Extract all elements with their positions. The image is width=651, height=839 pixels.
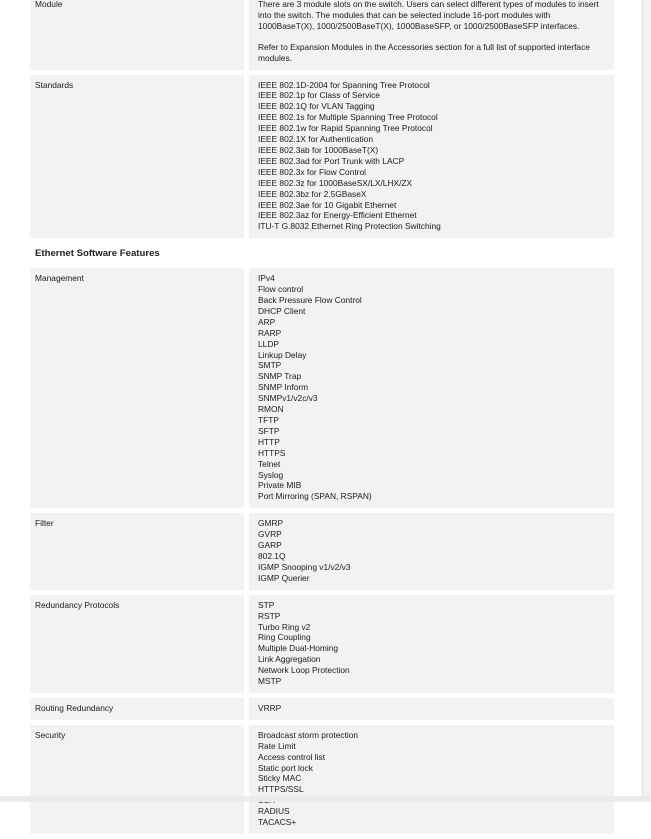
spec-paragraph: There are 3 module slots on the switch. Users can select different types of modules to insert into the switch. The modules that can be selected include 16-port modules with 1000BaseT(X), 1000/2500BaseT(X), 1000BaseSFP, or 1000/2500BaseSFP interfaces.: [258, 0, 599, 31]
spec-value-line: STP: [258, 599, 275, 610]
spec-label: Module: [30, 0, 244, 70]
spec-value-line: Turbo Ring v2: [258, 621, 311, 632]
spec-value-line: HTTPS/SSL: [258, 784, 304, 795]
spec-value-line: GARP: [258, 540, 282, 551]
spec-value-line: MSTP: [258, 676, 282, 687]
spec-value-line: RADIUS: [258, 806, 290, 817]
spec-value-line: IGMP Querier: [258, 572, 310, 583]
spec-value-line: Static port lock: [258, 762, 313, 773]
spec-row-redundancy-protocols: [30, 595, 614, 693]
spec-value-line: IEEE 802.1Q for VLAN Tagging: [258, 101, 375, 112]
spec-value-line: IEEE 802.1D-2004 for Spanning Tree Protocol: [258, 79, 430, 90]
spec-value: [249, 268, 614, 508]
spec-value: [249, 698, 614, 720]
spec-value-line: IEEE 802.3z for 1000BaseSX/LX/LHX/ZX: [258, 177, 413, 188]
spec-value-line: Port Mirroring (SPAN, RSPAN): [258, 491, 372, 502]
spec-value-line: Back Pressure Flow Control: [258, 295, 362, 306]
spec-label: Standards: [30, 75, 244, 239]
spec-value-line: SFTP: [258, 425, 280, 436]
spec-value-line: RMON: [258, 404, 284, 415]
spec-value-line: IGMP Snooping v1/v2/v3: [258, 561, 351, 572]
spec-value-line: TACACS+: [258, 817, 297, 828]
spec-value-line: SMTP: [258, 360, 282, 371]
spec-value: [249, 75, 614, 239]
spec-value-line: Linkup Delay: [258, 349, 307, 360]
spec-value-line: Telnet: [258, 458, 281, 469]
section-header: [30, 243, 614, 263]
spec-table: [30, 0, 614, 839]
spec-row-security: [30, 725, 614, 834]
spec-value-line: Rate Limit: [258, 740, 296, 751]
spec-value: [249, 513, 614, 589]
spec-row-management: [30, 268, 614, 508]
spec-value-line: IEEE 802.3x for Flow Control: [258, 166, 366, 177]
spec-paragraph: Refer to Expansion Modules in the Accessories section for a full list of supported interface modules.: [258, 41, 590, 63]
spec-row-module: [30, 0, 614, 70]
spec-label: Filter: [30, 513, 244, 589]
spec-label: Redundancy Protocols: [30, 595, 244, 693]
spec-value-line: Syslog: [258, 469, 284, 480]
spec-value-line: IEEE 802.3ad for Port Trunk with LACP: [258, 155, 405, 166]
spec-value-line: Private MIB: [258, 480, 302, 491]
spec-value-line: IEEE 802.3az for Energy-Efficient Ethernet: [258, 210, 417, 221]
spec-value-line: IPv4: [258, 273, 275, 284]
spec-value-line: DHCP Client: [258, 305, 306, 316]
spec-value-line: ARP: [258, 316, 276, 327]
spec-label: Security: [30, 725, 244, 834]
spec-value-line: Ring Coupling: [258, 632, 311, 643]
section-title: Ethernet Software Features: [35, 248, 160, 260]
spec-value-line: IEEE 802.3ab for 1000BaseT(X): [258, 144, 379, 155]
spec-value-line: IEEE 802.1p for Class of Service: [258, 90, 380, 101]
spec-value-line: HTTPS: [258, 447, 286, 458]
spec-value-line: IEEE 802.1w for Rapid Spanning Tree Protocol: [258, 123, 433, 134]
spec-value-line: Link Aggregation: [258, 654, 321, 665]
page-bottom-edge: [0, 796, 650, 802]
spec-row-routing-redundancy: [30, 698, 614, 720]
spec-value-line: IEEE 802.1X for Authentication: [258, 134, 374, 145]
spec-row-filter: [30, 513, 614, 589]
spec-value-line: SNMPv1/v2c/v3: [258, 393, 318, 404]
spec-value-line: Flow control: [258, 284, 304, 295]
spec-value: [249, 725, 614, 834]
spec-value-line: Broadcast storm protection: [258, 729, 359, 740]
spec-value-line: HTTP: [258, 436, 280, 447]
spec-label: Routing Redundancy: [30, 698, 244, 720]
spec-value-line: Sticky MAC: [258, 773, 302, 784]
spec-value-line: TFTP: [258, 415, 279, 425]
scrollbar-track[interactable]: [642, 0, 651, 802]
spec-value-line: GVRP: [258, 529, 282, 540]
spec-value-line: LLDP: [258, 338, 279, 349]
spec-value-line: RARP: [258, 327, 282, 338]
spec-value-line: SNMP Inform: [258, 382, 309, 393]
spec-value-line: Network Loop Protection: [258, 665, 350, 676]
spec-value-line: VRRP: [258, 702, 282, 713]
spec-value-line: RSTP: [258, 610, 281, 621]
spec-value-line: IEEE 802.3bz for 2.5GBaseX: [258, 188, 367, 199]
spec-value: [249, 0, 614, 70]
spec-value-line: 802.1Q: [258, 550, 286, 561]
spec-value-line: SNMP Trap: [258, 371, 302, 382]
spec-value-line: Access control list: [258, 751, 326, 762]
spec-label: Management: [30, 268, 244, 508]
spec-value-line: ITU-T G.8032 Ethernet Ring Protection Switching: [258, 221, 441, 232]
spec-value-line: Multiple Dual-Homing: [258, 643, 339, 654]
spec-value-line: IEEE 802.1s for Multiple Spanning Tree Protocol: [258, 112, 438, 123]
spec-value-line: GMRP: [258, 518, 284, 529]
spec-value-line: IEEE 802.3ae for 10 Gigabit Ethernet: [258, 199, 397, 210]
spec-row-standards: [30, 75, 614, 239]
spec-value: [249, 595, 614, 693]
